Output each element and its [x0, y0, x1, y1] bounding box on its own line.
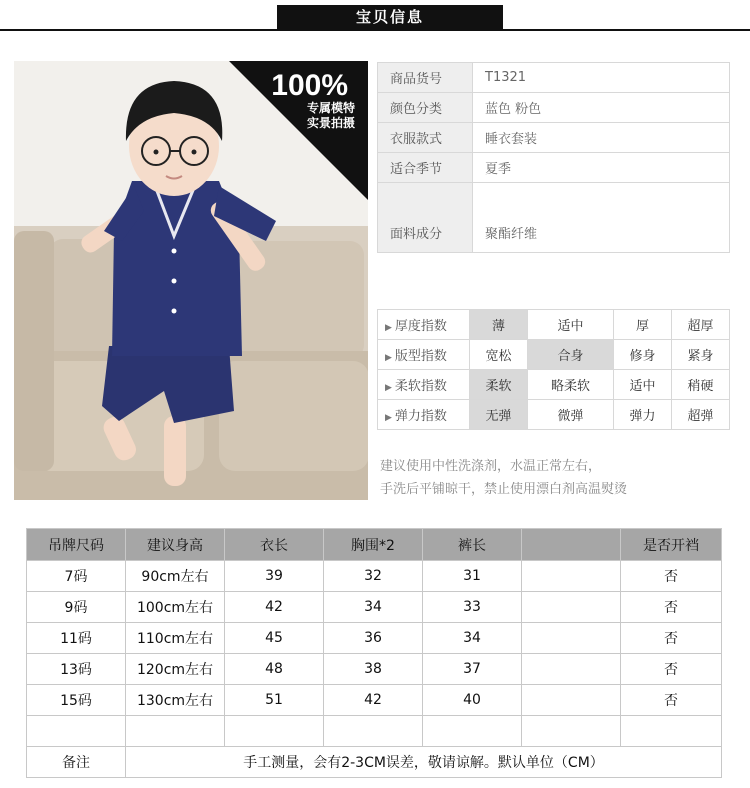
- info-value: 睡衣套装: [473, 123, 730, 153]
- size-cell: 37: [423, 654, 522, 685]
- size-cell: 100cm左右: [126, 592, 225, 623]
- index-row: [378, 370, 730, 400]
- info-row: [378, 123, 730, 153]
- badge-line-2: 实景拍摄: [306, 116, 355, 130]
- note-label: 备注: [27, 747, 126, 778]
- size-cell: 否: [621, 685, 722, 716]
- size-cell: 36: [324, 623, 423, 654]
- size-cell-empty: [324, 716, 423, 747]
- index-option: 稍硬: [671, 370, 729, 400]
- index-option: 微弹: [528, 400, 614, 430]
- size-cell: 34: [423, 623, 522, 654]
- size-row: [27, 654, 722, 685]
- index-label-text: 厚度指数: [394, 319, 447, 334]
- size-cell: [522, 592, 621, 623]
- info-label: 商品货号: [378, 63, 473, 93]
- badge-percent: 100%: [271, 69, 348, 102]
- index-option-selected: 合身: [528, 340, 614, 370]
- size-cell: 15码: [27, 685, 126, 716]
- size-cell: 否: [621, 561, 722, 592]
- size-cell: 51: [225, 685, 324, 716]
- care-line-1: 建议使用中性洗涤剂，水温正常左右，: [380, 459, 602, 474]
- size-cell: 7码: [27, 561, 126, 592]
- size-cell: [522, 623, 621, 654]
- info-value: 夏季: [473, 153, 730, 183]
- size-cell: 110cm左右: [126, 623, 225, 654]
- index-option: 适中: [613, 370, 671, 400]
- index-option: 适中: [528, 310, 614, 340]
- index-option: 紧身: [671, 340, 729, 370]
- product-index-table: [377, 309, 730, 430]
- size-cell: 32: [324, 561, 423, 592]
- size-cell-empty: [423, 716, 522, 747]
- size-row-empty: [27, 716, 722, 747]
- index-option: 超弹: [671, 400, 729, 430]
- size-cell: 42: [225, 592, 324, 623]
- arrow-right-icon: ▶: [385, 383, 392, 393]
- size-cell: 39: [225, 561, 324, 592]
- info-value: 蓝色 粉色: [473, 93, 730, 123]
- size-header-row: [27, 529, 722, 561]
- care-line-2: 手洗后平铺晾干，禁止使用漂白剂高温熨烫: [380, 482, 628, 497]
- size-cell: 38: [324, 654, 423, 685]
- info-label: 颜色分类: [378, 93, 473, 123]
- size-cell: [522, 654, 621, 685]
- index-label: [378, 400, 470, 430]
- index-label-text: 弹力指数: [394, 409, 447, 424]
- size-cell: [522, 685, 621, 716]
- size-cell: 130cm左右: [126, 685, 225, 716]
- info-row: [378, 93, 730, 123]
- size-cell-empty: [522, 716, 621, 747]
- care-instructions: [380, 455, 627, 501]
- info-label: 面料成分: [378, 183, 473, 253]
- size-header: 胸围*2: [324, 529, 423, 561]
- size-cell: 42: [324, 685, 423, 716]
- section-title: 宝贝信息: [277, 5, 503, 29]
- info-value: T1321: [473, 63, 730, 93]
- size-cell: 否: [621, 592, 722, 623]
- size-row: [27, 623, 722, 654]
- size-cell: 40: [423, 685, 522, 716]
- arrow-right-icon: ▶: [385, 413, 392, 423]
- size-cell: 34: [324, 592, 423, 623]
- badge-caption: [307, 101, 355, 131]
- size-header: 衣长: [225, 529, 324, 561]
- index-row: [378, 310, 730, 340]
- index-label: [378, 310, 470, 340]
- size-row: [27, 561, 722, 592]
- arrow-right-icon: ▶: [385, 353, 392, 363]
- size-cell-empty: [126, 716, 225, 747]
- size-row: [27, 685, 722, 716]
- info-label: 衣服款式: [378, 123, 473, 153]
- size-header: 裤长: [423, 529, 522, 561]
- size-table: [26, 528, 722, 778]
- info-row: [378, 63, 730, 93]
- index-row: [378, 400, 730, 430]
- size-cell: 48: [225, 654, 324, 685]
- size-cell: 120cm左右: [126, 654, 225, 685]
- index-option-selected: 柔软: [470, 370, 528, 400]
- note-text: 手工测量，会有2-3CM误差，敬请谅解。默认单位（CM）: [126, 747, 722, 778]
- size-header: 建议身高: [126, 529, 225, 561]
- size-header: [522, 529, 621, 561]
- index-option: 弹力: [613, 400, 671, 430]
- info-label: 适合季节: [378, 153, 473, 183]
- size-cell: 9码: [27, 592, 126, 623]
- arrow-right-icon: ▶: [385, 323, 392, 333]
- size-cell: 45: [225, 623, 324, 654]
- size-cell: [522, 561, 621, 592]
- size-header: 是否开裆: [621, 529, 722, 561]
- index-option: 略柔软: [528, 370, 614, 400]
- size-cell: 11码: [27, 623, 126, 654]
- size-cell-empty: [225, 716, 324, 747]
- product-info-table: [377, 62, 730, 253]
- index-option: 修身: [613, 340, 671, 370]
- size-cell-empty: [621, 716, 722, 747]
- index-option: 超厚: [671, 310, 729, 340]
- size-cell-empty: [27, 716, 126, 747]
- product-photo: [14, 61, 368, 500]
- info-value: 聚酯纤维: [473, 183, 730, 253]
- index-label-text: 版型指数: [394, 349, 447, 364]
- size-header: 吊牌尺码: [27, 529, 126, 561]
- info-row: [378, 183, 730, 253]
- index-label: [378, 370, 470, 400]
- index-label-text: 柔软指数: [394, 379, 447, 394]
- index-option: 宽松: [470, 340, 528, 370]
- badge-line-1: 专属模特: [306, 101, 355, 115]
- index-option: 厚: [613, 310, 671, 340]
- index-label: [378, 340, 470, 370]
- size-cell: 13码: [27, 654, 126, 685]
- size-row: [27, 592, 722, 623]
- index-row: [378, 340, 730, 370]
- size-cell: 否: [621, 623, 722, 654]
- header-divider: [0, 29, 750, 31]
- size-note-row: [27, 747, 722, 778]
- info-row: [378, 153, 730, 183]
- size-cell: 90cm左右: [126, 561, 225, 592]
- size-cell: 否: [621, 654, 722, 685]
- index-option-selected: 无弹: [470, 400, 528, 430]
- size-cell: 31: [423, 561, 522, 592]
- size-cell: 33: [423, 592, 522, 623]
- index-option-selected: 薄: [470, 310, 528, 340]
